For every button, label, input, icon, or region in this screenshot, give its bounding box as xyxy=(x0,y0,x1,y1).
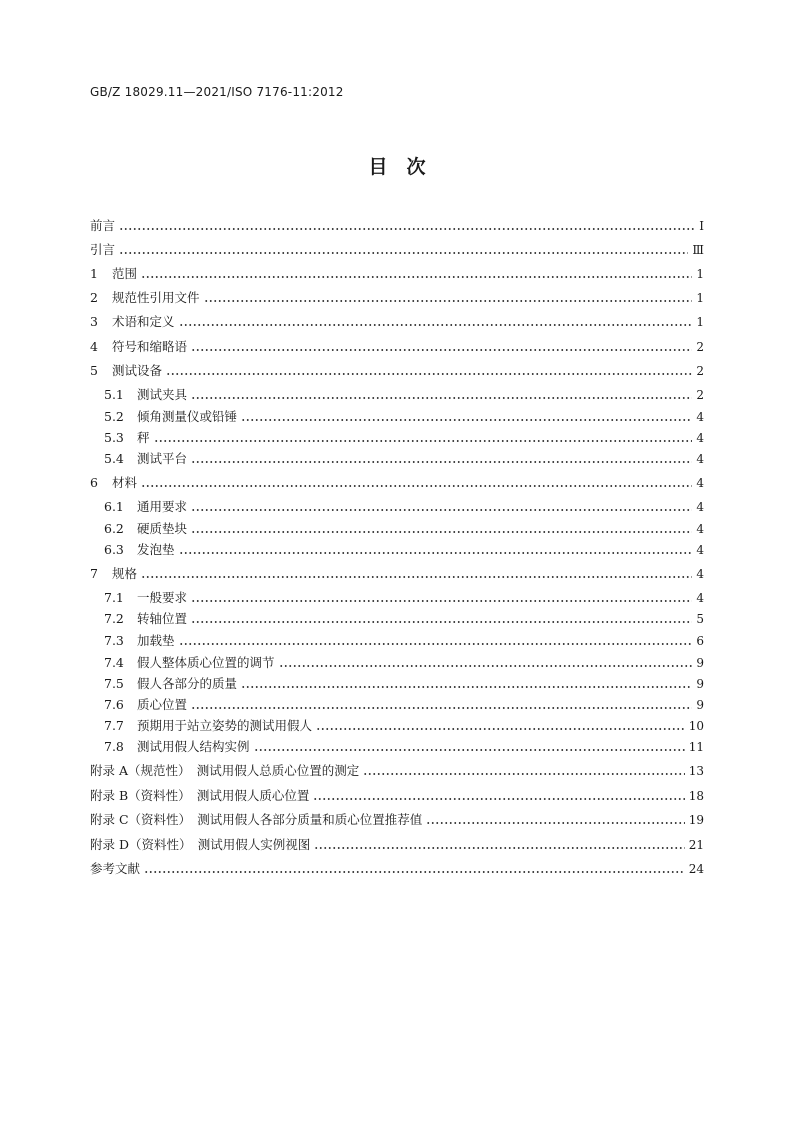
toc-entry-number: 7.2 xyxy=(104,611,124,626)
toc-entry-label: 假人整体质心位置的调节 xyxy=(137,655,275,670)
toc-entry-page-number: 4 xyxy=(696,476,704,490)
toc-entry-page-number: 4 xyxy=(696,522,704,536)
toc-entry-number: 2 xyxy=(90,290,98,305)
toc-entry-page-number: 2 xyxy=(696,364,704,378)
toc-entry-label: 发泡垫 xyxy=(137,542,175,557)
toc-entry[interactable] xyxy=(90,786,704,806)
toc-entry-label: 附录 D（资料性） 测试用假人实例视图 xyxy=(90,837,311,852)
toc-entry-label: 倾角测量仪或铅锤 xyxy=(137,409,238,424)
toc-entry-page-number: 4 xyxy=(696,452,704,466)
toc-entry-label: 假人各部分的质量 xyxy=(137,676,238,691)
dot-leader xyxy=(191,614,692,624)
toc-entry-page-number: 4 xyxy=(696,591,704,605)
toc-entry-label: 硬质垫块 xyxy=(137,521,188,536)
dot-leader xyxy=(191,593,692,603)
toc-entry[interactable] xyxy=(90,240,704,260)
toc-entry[interactable] xyxy=(104,385,704,405)
toc-entry-page-number: 9 xyxy=(696,698,704,712)
toc-entry[interactable] xyxy=(90,835,704,855)
standard-code: GB/Z 18029.11—2021/ISO 7176-11:2012 xyxy=(90,85,344,99)
toc-entry-page-number: 1 xyxy=(696,267,704,281)
dot-leader xyxy=(191,524,692,534)
dot-leader xyxy=(191,502,692,512)
toc-entry-label: 转轴位置 xyxy=(137,611,188,626)
toc-entry[interactable] xyxy=(104,519,704,539)
toc-entry-page-number: 19 xyxy=(688,813,704,827)
dot-leader xyxy=(179,317,693,327)
toc-entry[interactable] xyxy=(90,312,704,332)
dot-leader xyxy=(119,221,695,231)
toc-entry[interactable] xyxy=(104,674,704,694)
toc-entry[interactable] xyxy=(104,609,704,629)
toc-entry-number: 7.5 xyxy=(104,676,124,691)
toc-entry-page-number: 10 xyxy=(688,719,704,733)
dot-leader xyxy=(279,658,693,668)
toc-entry[interactable] xyxy=(104,737,704,757)
toc-entry-page-number: 13 xyxy=(688,764,704,778)
dot-leader xyxy=(154,433,693,443)
toc-entry-number: 5 xyxy=(90,363,98,378)
toc-entry-label: 测试设备 xyxy=(112,363,163,378)
toc-entry-label: 符号和缩略语 xyxy=(112,339,188,354)
toc-entry-label: 附录 A（规范性） 测试用假人总质心位置的测定 xyxy=(90,763,360,778)
toc-entry-number: 7 xyxy=(90,566,98,581)
toc-entry-label: 附录 C（资料性） 测试用假人各部分质量和质心位置推荐值 xyxy=(90,812,423,827)
toc-entry-number: 7.4 xyxy=(104,655,124,670)
toc-entry-number: 3 xyxy=(90,314,98,329)
toc-entry[interactable] xyxy=(104,540,704,560)
toc-entry[interactable] xyxy=(104,716,704,736)
toc-entry-label: 前言 xyxy=(90,218,116,233)
toc-entry[interactable] xyxy=(90,564,704,584)
toc-entry-label: 测试夹具 xyxy=(137,387,188,402)
toc-entry-number: 5.4 xyxy=(104,451,124,466)
toc-entry-page-number: Ⅰ xyxy=(699,219,704,233)
toc-entry-page-number: 2 xyxy=(696,388,704,402)
toc-entry-page-number: 1 xyxy=(696,315,704,329)
toc-entry-page-number: 9 xyxy=(696,677,704,691)
dot-leader xyxy=(141,269,692,279)
toc-entry[interactable] xyxy=(104,428,704,448)
dot-leader xyxy=(179,545,693,555)
toc-entry-label: 范围 xyxy=(112,266,138,281)
toc-entry-number: 7.7 xyxy=(104,718,124,733)
dot-leader xyxy=(204,293,693,303)
toc-entry-page-number: 18 xyxy=(688,789,704,803)
toc-entry-label: 质心位置 xyxy=(137,697,188,712)
dot-leader xyxy=(144,864,685,874)
toc-entry[interactable] xyxy=(104,449,704,469)
toc-entry-label: 秤 xyxy=(137,430,150,445)
dot-leader xyxy=(141,569,692,579)
toc-entry-page-number: 2 xyxy=(696,340,704,354)
toc-entry[interactable] xyxy=(90,264,704,284)
dot-leader xyxy=(241,679,692,689)
toc-entry-number: 5.3 xyxy=(104,430,124,445)
toc-entry[interactable] xyxy=(90,361,704,381)
toc-entry[interactable] xyxy=(104,631,704,651)
toc-entry-page-number: 4 xyxy=(696,543,704,557)
toc-entry-label: 附录 B（资料性） 测试用假人质心位置 xyxy=(90,788,310,803)
dot-leader xyxy=(191,390,692,400)
toc-entry-page-number: 4 xyxy=(696,567,704,581)
dot-leader xyxy=(316,721,685,731)
dot-leader xyxy=(141,478,692,488)
dot-leader xyxy=(254,742,685,752)
toc-entry-number: 1 xyxy=(90,266,98,281)
toc-entry-label: 规范性引用文件 xyxy=(112,290,200,305)
toc-entry-number: 5.1 xyxy=(104,387,124,402)
toc-entry-label: 预期用于站立姿势的测试用假人 xyxy=(137,718,313,733)
toc-entry-number: 6.2 xyxy=(104,521,124,536)
toc-entry-page-number: 4 xyxy=(696,410,704,424)
toc-entry-label: 规格 xyxy=(112,566,138,581)
toc-entry-label: 参考文献 xyxy=(90,861,141,876)
toc-entry[interactable] xyxy=(104,497,704,517)
toc-entry[interactable] xyxy=(90,761,704,781)
toc-entry-page-number: 4 xyxy=(696,431,704,445)
toc-entry[interactable] xyxy=(104,695,704,715)
dot-leader xyxy=(166,366,692,376)
toc-entry[interactable] xyxy=(90,473,704,493)
toc-entry-label: 引言 xyxy=(90,242,116,257)
toc-entry-number: 6 xyxy=(90,475,98,490)
toc-entry-number: 7.1 xyxy=(104,590,124,605)
toc-entry-label: 测试用假人结构实例 xyxy=(137,739,250,754)
toc-entry[interactable] xyxy=(90,288,704,308)
toc-entry-page-number: 9 xyxy=(696,656,704,670)
toc-entry-number: 4 xyxy=(90,339,98,354)
toc-entry[interactable] xyxy=(90,337,704,357)
toc-entry[interactable] xyxy=(90,859,704,879)
toc-entry-number: 7.6 xyxy=(104,697,124,712)
dot-leader xyxy=(426,815,684,825)
toc-entry-page-number: Ⅲ xyxy=(692,243,704,257)
toc-entry-page-number: 4 xyxy=(696,500,704,514)
toc-entry-page-number: 5 xyxy=(696,612,704,626)
toc-entry-number: 7.8 xyxy=(104,739,124,754)
toc-entry-label: 加载垫 xyxy=(137,633,175,648)
toc-entry-page-number: 6 xyxy=(696,634,704,648)
toc-entry[interactable] xyxy=(104,407,704,427)
toc-entry[interactable] xyxy=(104,653,704,673)
toc-entry-number: 7.3 xyxy=(104,633,124,648)
dot-leader xyxy=(191,700,692,710)
toc-entry-label: 材料 xyxy=(112,475,138,490)
toc-entry-page-number: 24 xyxy=(688,862,704,876)
toc-entry-number: 6.1 xyxy=(104,499,124,514)
toc-entry-number: 5.2 xyxy=(104,409,124,424)
toc-entry[interactable] xyxy=(90,810,704,830)
dot-leader xyxy=(313,791,684,801)
dot-leader xyxy=(191,454,692,464)
toc-entry-label: 测试平台 xyxy=(137,451,188,466)
dot-leader xyxy=(363,766,684,776)
toc-entry-number: 6.3 xyxy=(104,542,124,557)
toc-entry-label: 通用要求 xyxy=(137,499,188,514)
dot-leader xyxy=(241,412,692,422)
toc-entry-page-number: 21 xyxy=(688,838,704,852)
dot-leader xyxy=(119,245,688,255)
toc-entry-page-number: 11 xyxy=(688,740,704,754)
toc-entry[interactable] xyxy=(90,216,704,236)
page-title: 目 次 xyxy=(368,156,426,178)
dot-leader xyxy=(314,840,684,850)
toc-entry-label: 术语和定义 xyxy=(112,314,175,329)
toc-entry[interactable] xyxy=(104,588,704,608)
dot-leader xyxy=(191,342,692,352)
toc-entry-label: 一般要求 xyxy=(137,590,188,605)
dot-leader xyxy=(179,636,693,646)
toc-entry-page-number: 1 xyxy=(696,291,704,305)
